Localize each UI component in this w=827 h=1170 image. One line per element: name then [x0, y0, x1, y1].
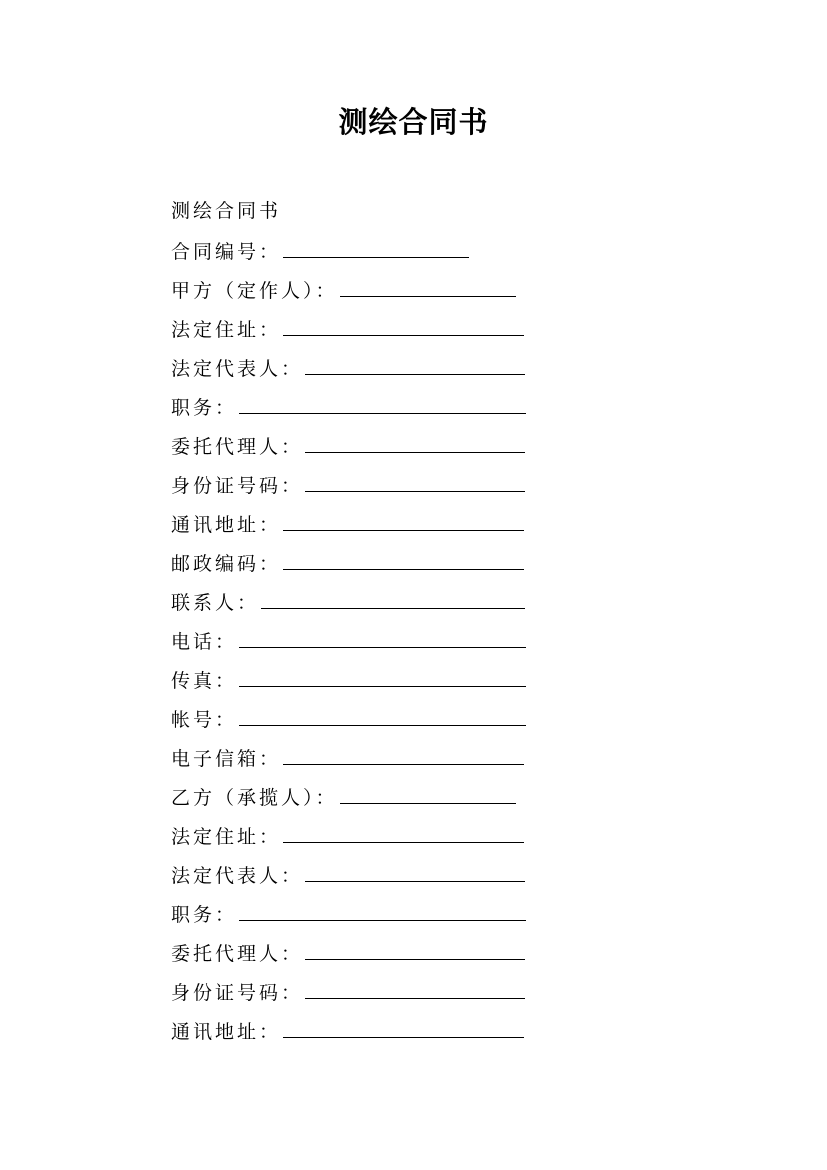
contract-fields [171, 192, 611, 1050]
party-a-legal-rep-blank [305, 348, 525, 375]
contract-number-line [171, 231, 611, 270]
party-b-mailing-address-line [171, 1011, 611, 1050]
party-a-fax-label: 传真： [171, 670, 238, 692]
party-a-blank [340, 270, 516, 297]
party-b-id-blank [305, 972, 525, 999]
party-a-position-label: 职务： [171, 397, 238, 419]
party-a-account-blank [239, 699, 526, 726]
document-title: 测绘合同书 [338, 105, 489, 139]
party-a-phone-blank [239, 621, 526, 648]
party-b-agent-label: 委托代理人： [171, 943, 304, 965]
party-a-account-label: 帐号： [171, 709, 238, 731]
party-a-email-label: 电子信箱： [171, 748, 282, 770]
party-b-legal-rep-line [171, 855, 611, 894]
party-b-position-line [171, 894, 611, 933]
subtitle-label: 测绘合同书 [171, 200, 282, 222]
party-a-mailing-address-line [171, 504, 611, 543]
party-a-legal-rep-line [171, 348, 611, 387]
party-b-position-label: 职务： [171, 904, 238, 926]
party-a-postcode-blank [283, 543, 524, 570]
party-a-phone-label: 电话： [171, 631, 238, 653]
party-b-legal-rep-label: 法定代表人： [171, 865, 304, 887]
party-a-mailing-address-blank [283, 504, 524, 531]
party-a-address-line [171, 309, 611, 348]
party-a-fax-blank [239, 660, 526, 687]
party-b-mailing-address-blank [283, 1011, 524, 1038]
party-a-phone-line [171, 621, 611, 660]
party-a-contact-line [171, 582, 611, 621]
party-a-position-line [171, 387, 611, 426]
party-a-postcode-label: 邮政编码： [171, 553, 282, 575]
party-a-contact-label: 联系人： [171, 592, 260, 614]
party-b-address-blank [283, 816, 524, 843]
party-b-address-line [171, 816, 611, 855]
contract-number-label: 合同编号： [171, 241, 282, 263]
party-a-agent-blank [305, 426, 525, 453]
party-b-id-line [171, 972, 611, 1011]
party-a-email-blank [283, 738, 524, 765]
party-b-agent-blank [305, 933, 525, 960]
party-b-agent-line [171, 933, 611, 972]
party-b-address-label: 法定住址： [171, 826, 282, 848]
party-a-postcode-line [171, 543, 611, 582]
party-b-id-label: 身份证号码： [171, 982, 304, 1004]
contract-number-blank [283, 231, 469, 258]
party-b-blank [340, 777, 516, 804]
party-a-account-line [171, 699, 611, 738]
party-b-mailing-address-label: 通讯地址： [171, 1021, 282, 1043]
party-a-fax-line [171, 660, 611, 699]
party-b-label: 乙方（承揽人）： [171, 787, 338, 809]
party-a-legal-rep-label: 法定代表人： [171, 358, 304, 380]
party-a-line [171, 270, 611, 309]
party-a-id-label: 身份证号码： [171, 475, 304, 497]
subtitle-line [171, 192, 611, 231]
party-b-line [171, 777, 611, 816]
party-a-agent-line [171, 426, 611, 465]
party-a-address-blank [283, 309, 524, 336]
party-a-id-blank [305, 465, 525, 492]
party-a-position-blank [239, 387, 526, 414]
party-a-contact-blank [261, 582, 525, 609]
party-a-id-line [171, 465, 611, 504]
party-a-address-label: 法定住址： [171, 319, 282, 341]
party-b-position-blank [239, 894, 526, 921]
party-b-legal-rep-blank [305, 855, 525, 882]
party-a-label: 甲方（定作人）： [171, 280, 338, 302]
party-a-email-line [171, 738, 611, 777]
party-a-agent-label: 委托代理人： [171, 436, 304, 458]
party-a-mailing-address-label: 通讯地址： [171, 514, 282, 536]
